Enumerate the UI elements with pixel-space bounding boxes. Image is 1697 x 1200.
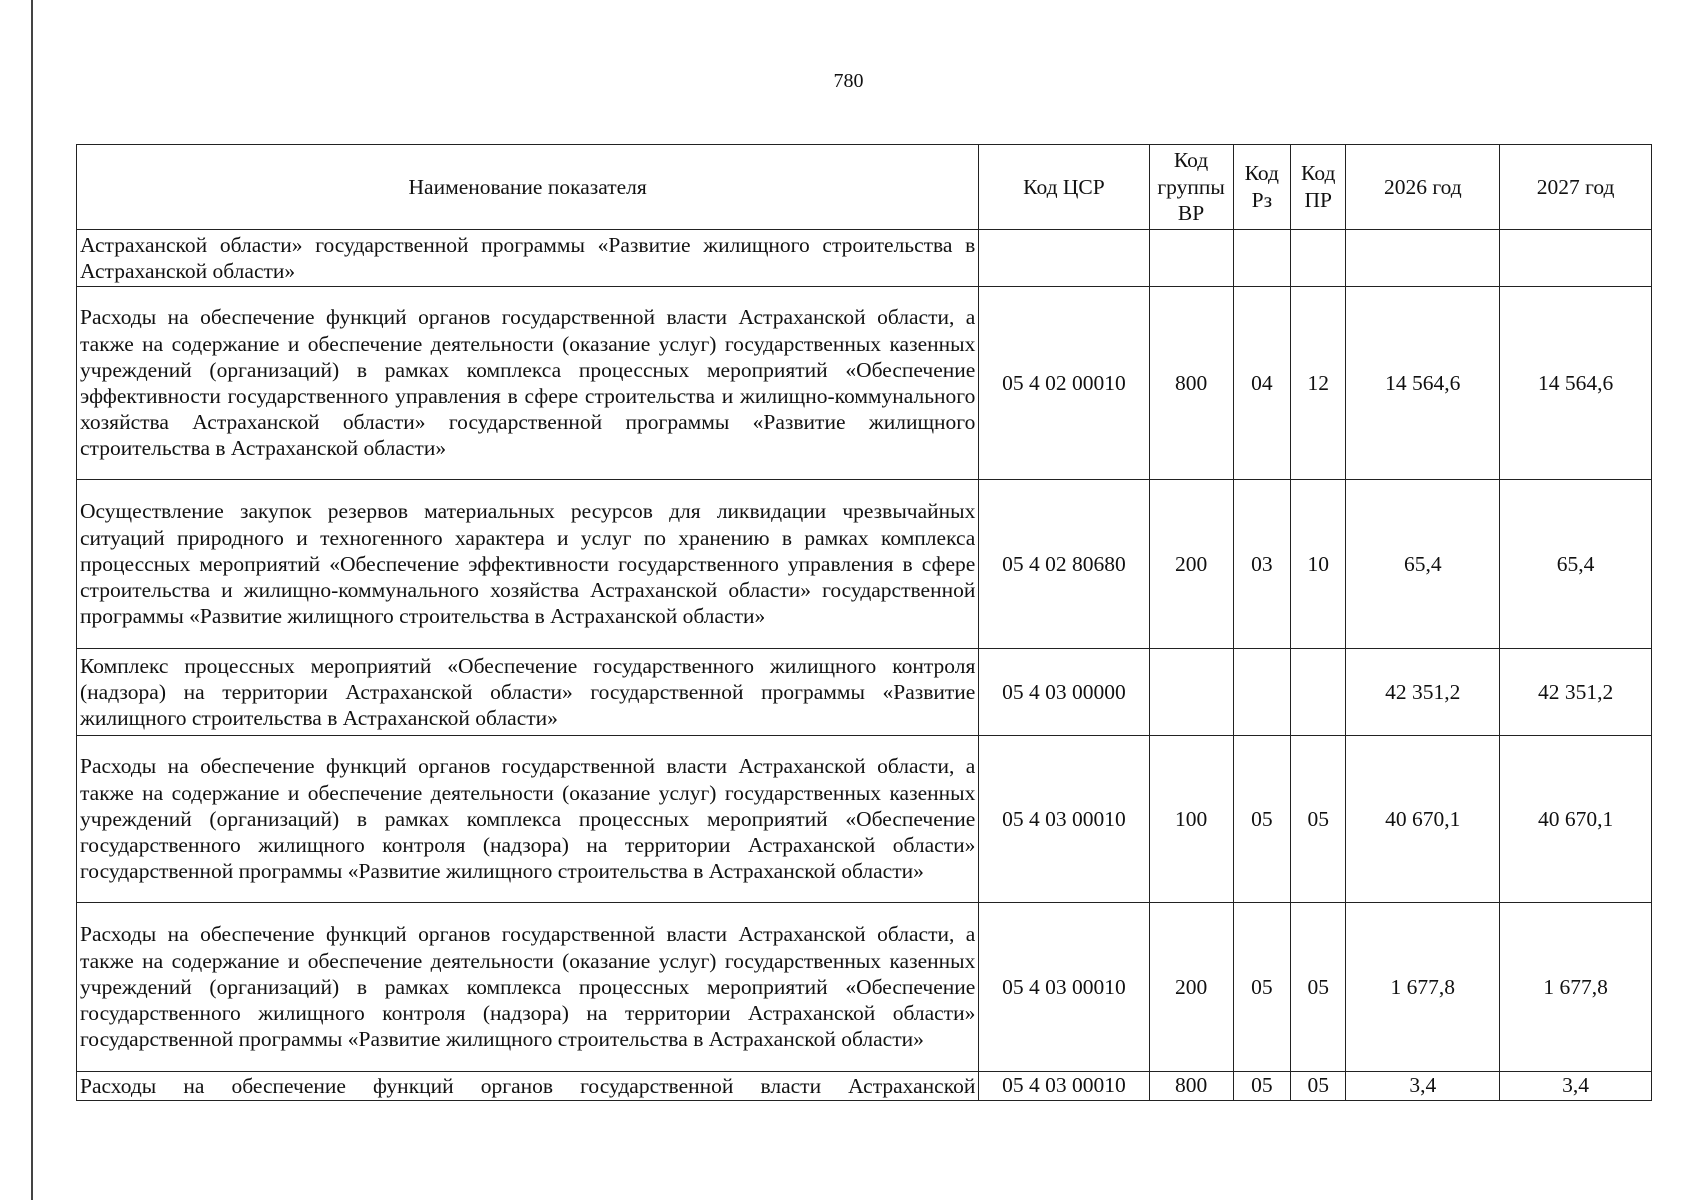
- row-2027: 65,4: [1500, 480, 1652, 649]
- row-vr: 800: [1149, 1072, 1233, 1101]
- header-name: Наименование показателя: [77, 145, 979, 230]
- row-csr: 05 4 02 80680: [979, 480, 1149, 649]
- row-name: Астраханской области» государственной программы «Развитие жилищного строительства в Астраханской области»: [77, 230, 979, 287]
- header-csr: Код ЦСР: [979, 145, 1149, 230]
- row-pr: 10: [1291, 480, 1346, 649]
- left-margin-rule: [31, 0, 33, 1200]
- row-2026: 14 564,6: [1346, 287, 1500, 480]
- header-2027: 2027 год: [1500, 145, 1652, 230]
- row-rz: 05: [1233, 903, 1290, 1072]
- row-2027: 42 351,2: [1500, 649, 1652, 736]
- budget-table: [76, 144, 1652, 1101]
- row-name: Расходы на обеспечение функций органов государственной власти Астраханской области, а также на содержание и обеспечение деятельности (оказание услуг) государственных казенных учреждений (организаций) в рамках комплекса процессных мероприятий «Обеспечение государственного жилищного контроля (надзора) на территории Астраханской области» государственной программы «Развитие жилищного строительства в Астраханской области»: [77, 903, 979, 1072]
- row-pr: [1291, 649, 1346, 736]
- row-vr: 800: [1149, 287, 1233, 480]
- row-rz: [1233, 649, 1290, 736]
- row-2026: 1 677,8: [1346, 903, 1500, 1072]
- header-pr: Код ПР: [1291, 145, 1346, 230]
- row-rz: 03: [1233, 480, 1290, 649]
- row-pr: [1291, 230, 1346, 287]
- row-vr: 200: [1149, 480, 1233, 649]
- row-rz: [1233, 230, 1290, 287]
- header-rz: Код Рз: [1233, 145, 1290, 230]
- row-vr: 200: [1149, 903, 1233, 1072]
- row-name: Расходы на обеспечение функций органов государственной власти Астраханской: [77, 1072, 979, 1101]
- row-2026: 42 351,2: [1346, 649, 1500, 736]
- row-2026: 3,4: [1346, 1072, 1500, 1101]
- table-header-row: [77, 145, 1652, 230]
- row-vr: [1149, 649, 1233, 736]
- row-pr: 12: [1291, 287, 1346, 480]
- row-2027: 1 677,8: [1500, 903, 1652, 1072]
- row-pr: 05: [1291, 736, 1346, 903]
- row-2026: 65,4: [1346, 480, 1500, 649]
- row-vr: 100: [1149, 736, 1233, 903]
- row-rz: 05: [1233, 1072, 1290, 1101]
- table-row: [77, 649, 1652, 736]
- row-2027: 3,4: [1500, 1072, 1652, 1101]
- header-vr: Код группы ВР: [1149, 145, 1233, 230]
- row-2027: 14 564,6: [1500, 287, 1652, 480]
- header-2026: 2026 год: [1346, 145, 1500, 230]
- row-2027: [1500, 230, 1652, 287]
- table-row: [77, 903, 1652, 1072]
- row-name: Комплекс процессных мероприятий «Обеспечение государственного жилищного контроля (надзора) на территории Астраханской области» государственной программы «Развитие жилищного строительства в Астраханской области»: [77, 649, 979, 736]
- row-csr: 05 4 03 00010: [979, 1072, 1149, 1101]
- row-pr: 05: [1291, 1072, 1346, 1101]
- row-pr: 05: [1291, 903, 1346, 1072]
- row-rz: 05: [1233, 736, 1290, 903]
- row-csr: 05 4 03 00010: [979, 903, 1149, 1072]
- row-vr: [1149, 230, 1233, 287]
- row-name: Осуществление закупок резервов материальных ресурсов для ликвидации чрезвычайных ситуаций природного и техногенного характера и услуг по хранению в рамках комплекса процессных мероприятий «Обеспечение эффективности государственного управления в сфере строительства и жилищно-коммунального хозяйства Астраханской области» государственной программы «Развитие жилищного строительства в Астраханской области»: [77, 480, 979, 649]
- row-name: Расходы на обеспечение функций органов государственной власти Астраханской области, а также на содержание и обеспечение деятельности (оказание услуг) государственных казенных учреждений (организаций) в рамках комплекса процессных мероприятий «Обеспечение эффективности государственного управления в сфере строительства и жилищно-коммунального хозяйства Астраханской области» государственной программы «Развитие жилищного строительства в Астраханской области»: [77, 287, 979, 480]
- table-row: [77, 736, 1652, 903]
- row-2026: 40 670,1: [1346, 736, 1500, 903]
- table-row: [77, 480, 1652, 649]
- row-csr: 05 4 03 00010: [979, 736, 1149, 903]
- table-row: [77, 287, 1652, 480]
- table-row: [77, 1072, 1652, 1101]
- table-row: [77, 230, 1652, 287]
- row-name: Расходы на обеспечение функций органов государственной власти Астраханской области, а также на содержание и обеспечение деятельности (оказание услуг) государственных казенных учреждений (организаций) в рамках комплекса процессных мероприятий «Обеспечение государственного жилищного контроля (надзора) на территории Астраханской области» государственной программы «Развитие жилищного строительства в Астраханской области»: [77, 736, 979, 903]
- row-2026: [1346, 230, 1500, 287]
- row-csr: 05 4 03 00000: [979, 649, 1149, 736]
- row-rz: 04: [1233, 287, 1290, 480]
- row-csr: [979, 230, 1149, 287]
- row-csr: 05 4 02 00010: [979, 287, 1149, 480]
- page-number: 780: [833, 70, 864, 92]
- row-2027: 40 670,1: [1500, 736, 1652, 903]
